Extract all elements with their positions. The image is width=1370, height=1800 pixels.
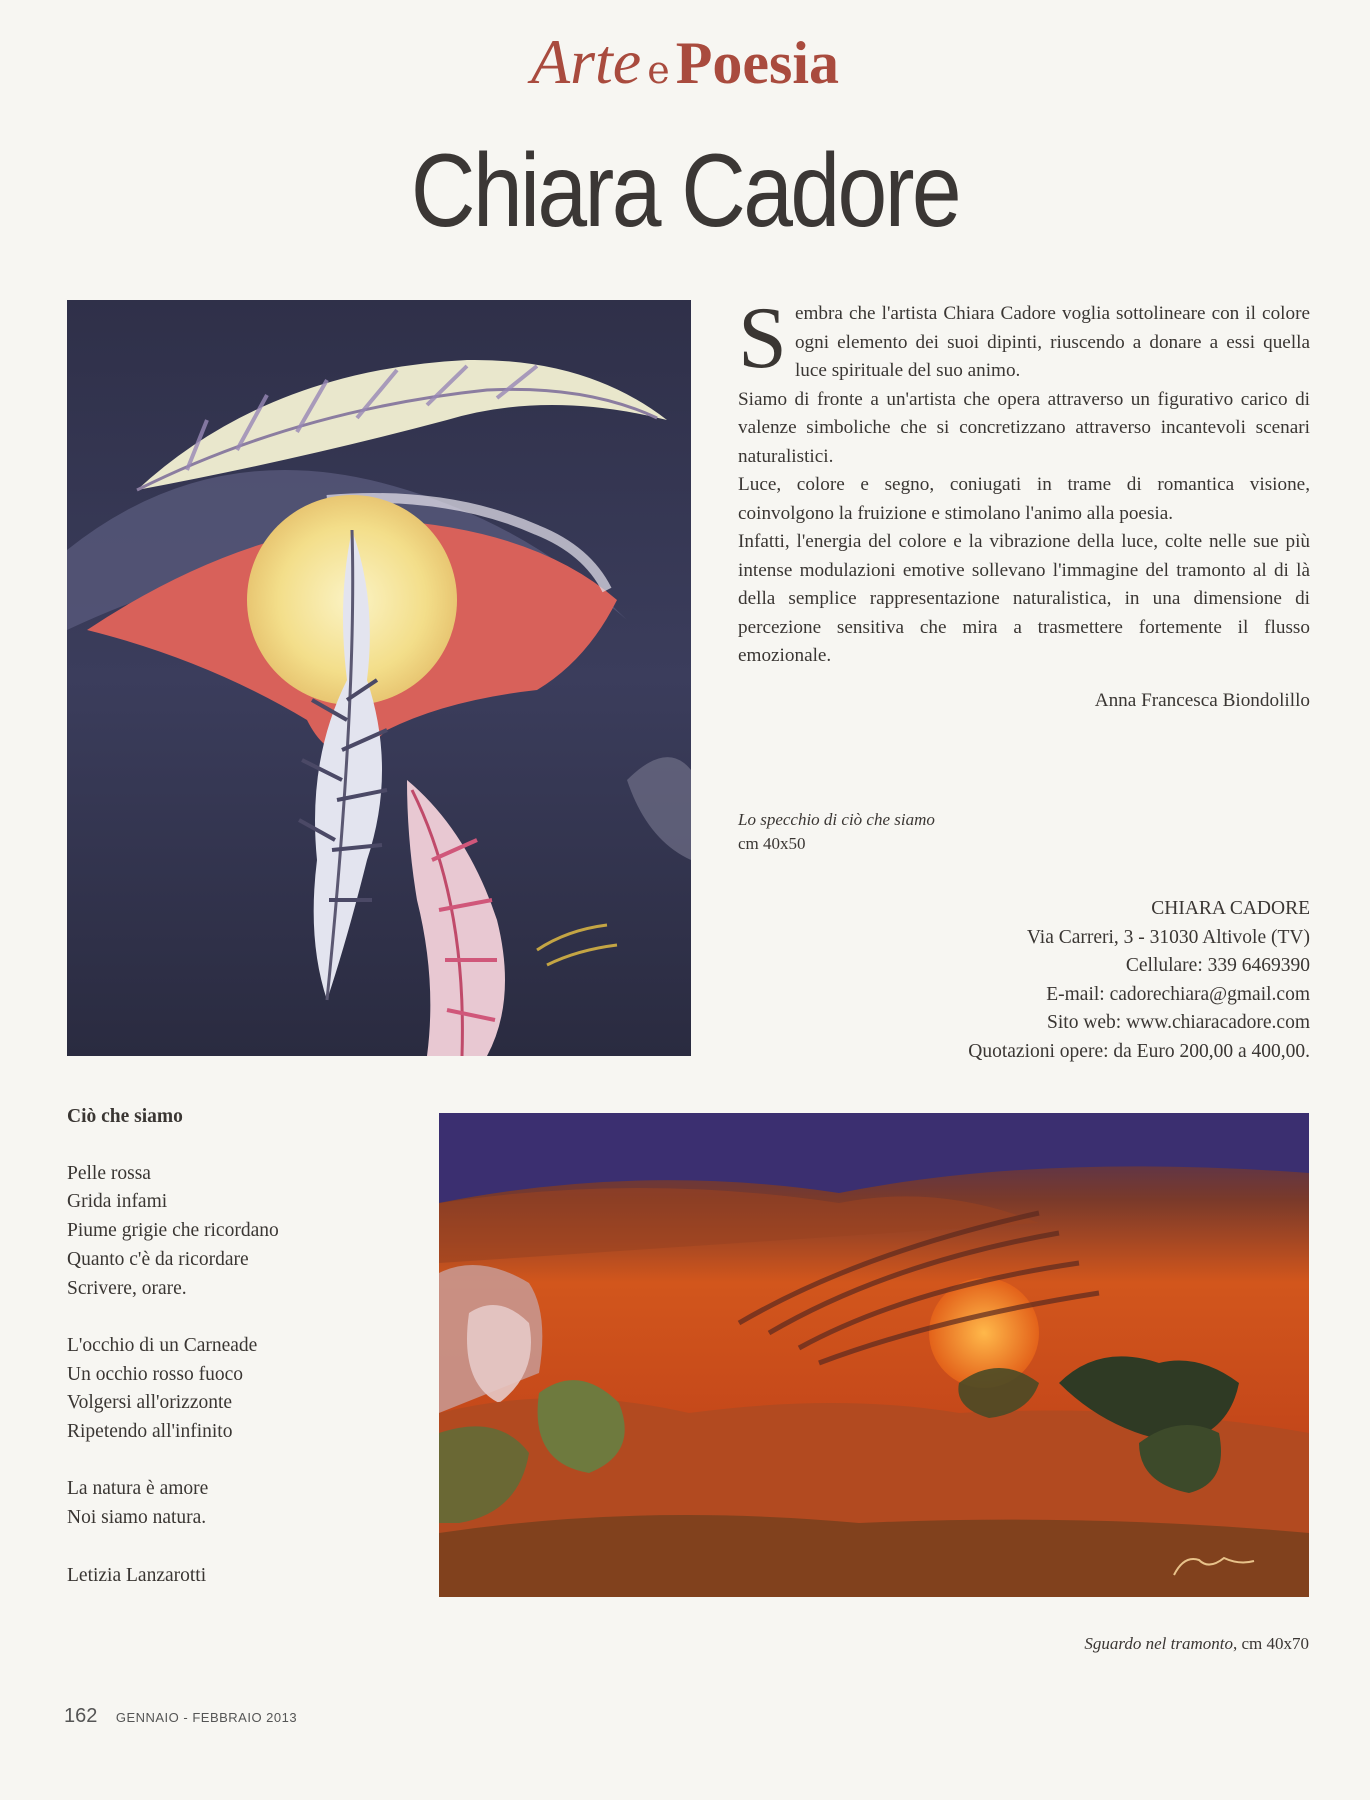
poem-line: Volgersi all'orizzonte — [67, 1392, 233, 1414]
contact-email: E-mail: cadorechiara@gmail.com — [1046, 983, 1310, 1005]
contact-block — [968, 895, 1310, 1066]
poem-line: Un occhio rosso fuoco — [67, 1363, 244, 1385]
essay-author: Anna Francesca Biondolillo — [1094, 689, 1310, 711]
poem-line: Scrivere, orare. — [67, 1277, 187, 1299]
contact-website: Sito web: www.chiaracadore.com — [1047, 1012, 1310, 1033]
painting-title: Lo specchio di ciò che siamo — [738, 810, 935, 829]
poem-stanza — [67, 1332, 397, 1447]
artist-title: Chiara Cadore — [410, 133, 960, 249]
painting-lo-specchio — [67, 300, 691, 1056]
drop-cap: S — [738, 290, 787, 387]
poem-stanza — [67, 1475, 397, 1532]
critic-essay — [738, 290, 1310, 715]
poem-line: La natura è amore — [67, 1478, 209, 1500]
poem-stanza — [67, 1160, 397, 1304]
painting-caption — [1084, 1634, 1309, 1654]
section-word-arte: Arte — [531, 26, 642, 97]
poem-line: Piume grigie che ricordano — [67, 1220, 279, 1242]
painting-size: , cm 40x70 — [1232, 1634, 1309, 1653]
painting-caption — [738, 808, 935, 856]
section-heading — [0, 26, 1370, 97]
essay-paragraph: Infatti, l'energia del colore e la vibrazione della luce, colte nelle sue più intense modulazioni emotive sollevano l'immagine del tramonto al di là della semplice rappresentazione naturalistica, in una dimensione di percezione sensitiva che mira a trasmettere fortemente il flusso emozionale. — [738, 531, 1310, 666]
issue-date: GENNAIO - FEBBRAIO 2013 — [115, 1710, 298, 1725]
section-word-e: e — [647, 48, 670, 92]
contact-address: Via Carreri, 3 - 31030 Altivole (TV) — [1026, 926, 1310, 948]
poem-line: Pelle rossa — [67, 1162, 151, 1184]
contact-quotes: Quotazioni opere: da Euro 200,00 a 400,00. — [968, 1040, 1310, 1062]
section-word-poesia: Poesia — [675, 30, 839, 96]
poem-line: Noi siamo natura. — [67, 1507, 207, 1529]
contact-name: CHIARA CADORE — [1151, 898, 1310, 919]
contact-phone: Cellulare: 339 6469390 — [1125, 955, 1310, 976]
painting-sguardo-nel-tramonto — [439, 1113, 1309, 1597]
poem — [67, 1103, 397, 1590]
page-number: 162 — [64, 1705, 98, 1727]
poem-line: Ripetendo all'infinito — [67, 1421, 233, 1443]
essay-paragraph: Luce, colore e segno, coniugati in trame di romantica visione, coinvolgono la fruizione e stimolano l'animo alla poesia. — [738, 474, 1310, 524]
essay-paragraph: Sembra che l'artista Chiara Cadore voglia sottolineare con il colore ogni elemento dei suoi dipinti, riuscendo a donare a essi quella luce spirituale del suo animo. — [738, 290, 1310, 387]
poem-title: Ciò che siamo — [67, 1106, 183, 1127]
poem-line: L'occhio di un Carneade — [67, 1334, 258, 1356]
poem-line: Grida infami — [67, 1191, 168, 1213]
page-footer — [64, 1705, 297, 1728]
poem-line: Quanto c'è da ricordare — [67, 1248, 249, 1270]
painting-size: cm 40x50 — [738, 834, 806, 853]
painting-title: Sguardo nel tramonto — [1084, 1634, 1233, 1653]
essay-paragraph: Siamo di fronte a un'artista che opera attraverso un figurativo carico di valenze simboliche che si concretizzano attraverso incantevoli scenari naturalistici. — [738, 388, 1310, 467]
poem-author: Letizia Lanzarotti — [67, 1564, 207, 1586]
